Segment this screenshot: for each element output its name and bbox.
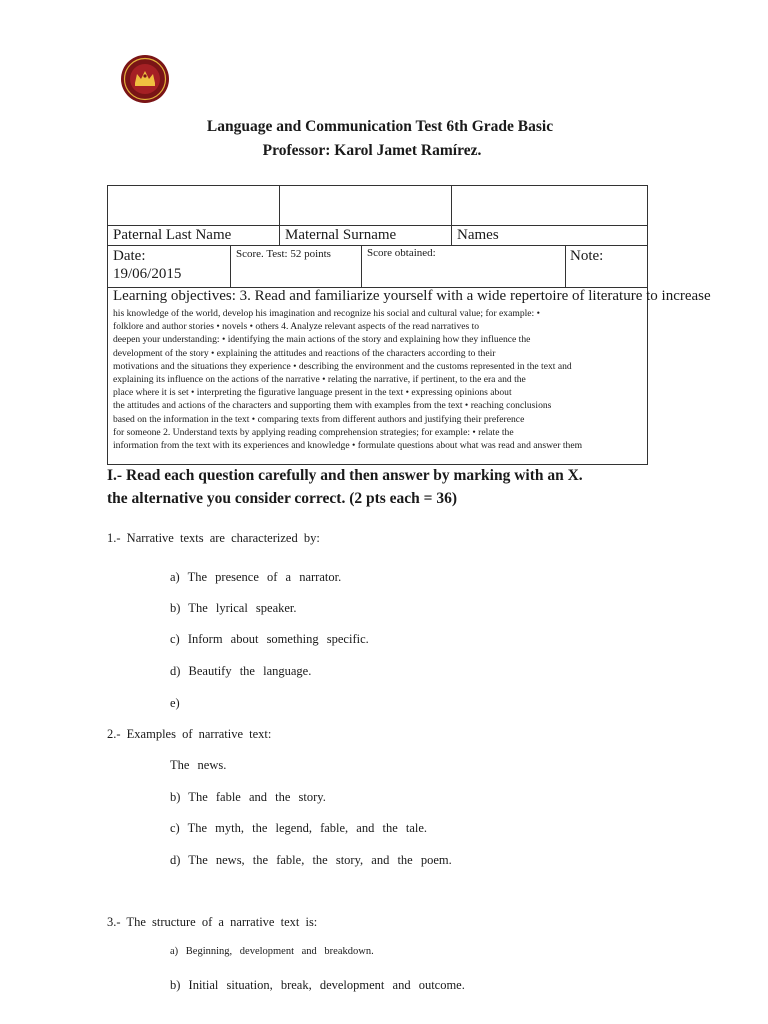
professor-line: Professor: Karol Jamet Ramírez.: [262, 142, 482, 159]
objectives-line: for someone 2. Understand texts by applying reading comprehension strategies; for example: • relate the: [113, 426, 514, 438]
objectives-heading: Learning objectives: 3. Read and familiarize yourself with a wide repertoire of literature to increase: [113, 288, 711, 304]
q2-option-c[interactable]: c) The myth, the legend, fable, and the tale.: [170, 821, 428, 835]
objectives-line: his knowledge of the world, develop his imagination and recognize his social and cultural value; for example: •: [113, 308, 540, 319]
objectives-line: folklore and author stories • novels • others 4. Analyze relevant aspects of the read narratives to: [113, 321, 480, 333]
objectives-body: [113, 307, 643, 465]
objectives-line: motivations and the situations they experience • describing the environment and the customs represented in the text and: [113, 360, 572, 372]
school-logo: [120, 54, 170, 104]
paternal-label: Paternal Last Name: [113, 227, 232, 243]
question-3: 3.- The structure of a narrative text is:: [107, 915, 318, 929]
q3-option-b[interactable]: b) Initial situation, break, development and outcome.: [170, 978, 465, 992]
objectives-line: information from the text with its experiences and knowledge • formulate questions about what was read and answer them: [113, 440, 583, 452]
question-2: 2.- Examples of narrative text:: [107, 727, 272, 741]
q1-option-c[interactable]: c) Inform about something specific.: [170, 632, 369, 646]
q3-option-a[interactable]: a) Beginning, development and breakdown.: [170, 946, 374, 957]
date-label: Date:: [113, 248, 146, 264]
learning-objectives-cell: [107, 288, 711, 465]
date-value: 19/06/2015: [113, 266, 182, 282]
names-blank[interactable]: [452, 186, 648, 226]
q2-option-b[interactable]: b) The fable and the story.: [170, 790, 326, 804]
objectives-line: development of the story • explaining the attitudes and reactions of the characters according to their: [113, 347, 496, 359]
score-test-label: Score. Test: 52 points: [236, 248, 331, 260]
q1-option-a[interactable]: a) The presence of a narrator.: [170, 570, 342, 584]
paternal-name-blank[interactable]: [108, 186, 280, 226]
objectives-line: explaining its influence on the actions of the narrative • relating the narrative, if pertinent, to the era and the: [113, 374, 526, 386]
instructions: [107, 464, 648, 510]
q1-option-d[interactable]: d) Beautify the language.: [170, 664, 312, 678]
q1-option-e[interactable]: e): [170, 696, 180, 710]
objectives-line: based on the information in the text • comparing texts from different authors and justifying their preference: [113, 413, 525, 425]
objectives-line: deepen your understanding: • identifying the main actions of the story and explaining how they influence the: [113, 334, 531, 346]
question-1: 1.- Narrative texts are characterized by:: [107, 531, 320, 545]
instructions-line-2: the alternative you consider correct. (2 pts each = 36): [107, 490, 458, 507]
q2-option-d[interactable]: d) The news, the fable, the story, and the poem.: [170, 853, 452, 867]
objectives-line: place where it is set • interpreting the figurative language present in the text • expressing opinions about: [113, 387, 512, 399]
score-obtained-label: Score obtained:: [367, 247, 436, 259]
note-label: Note:: [570, 248, 604, 264]
maternal-name-blank[interactable]: [280, 186, 452, 226]
names-label: Names: [457, 227, 499, 243]
test-title: Language and Communication Test 6th Grade Basic: [206, 118, 554, 135]
maternal-label: Maternal Surname: [285, 227, 397, 243]
objectives-line: the attitudes and actions of the characters and supporting them with examples from the text • reaching conclusions: [113, 400, 552, 412]
q2-option-a[interactable]: The news.: [170, 758, 227, 772]
instructions-line-1: I.- Read each question carefully and then answer by marking with an X.: [107, 467, 583, 484]
q1-option-b[interactable]: b) The lyrical speaker.: [170, 601, 297, 615]
